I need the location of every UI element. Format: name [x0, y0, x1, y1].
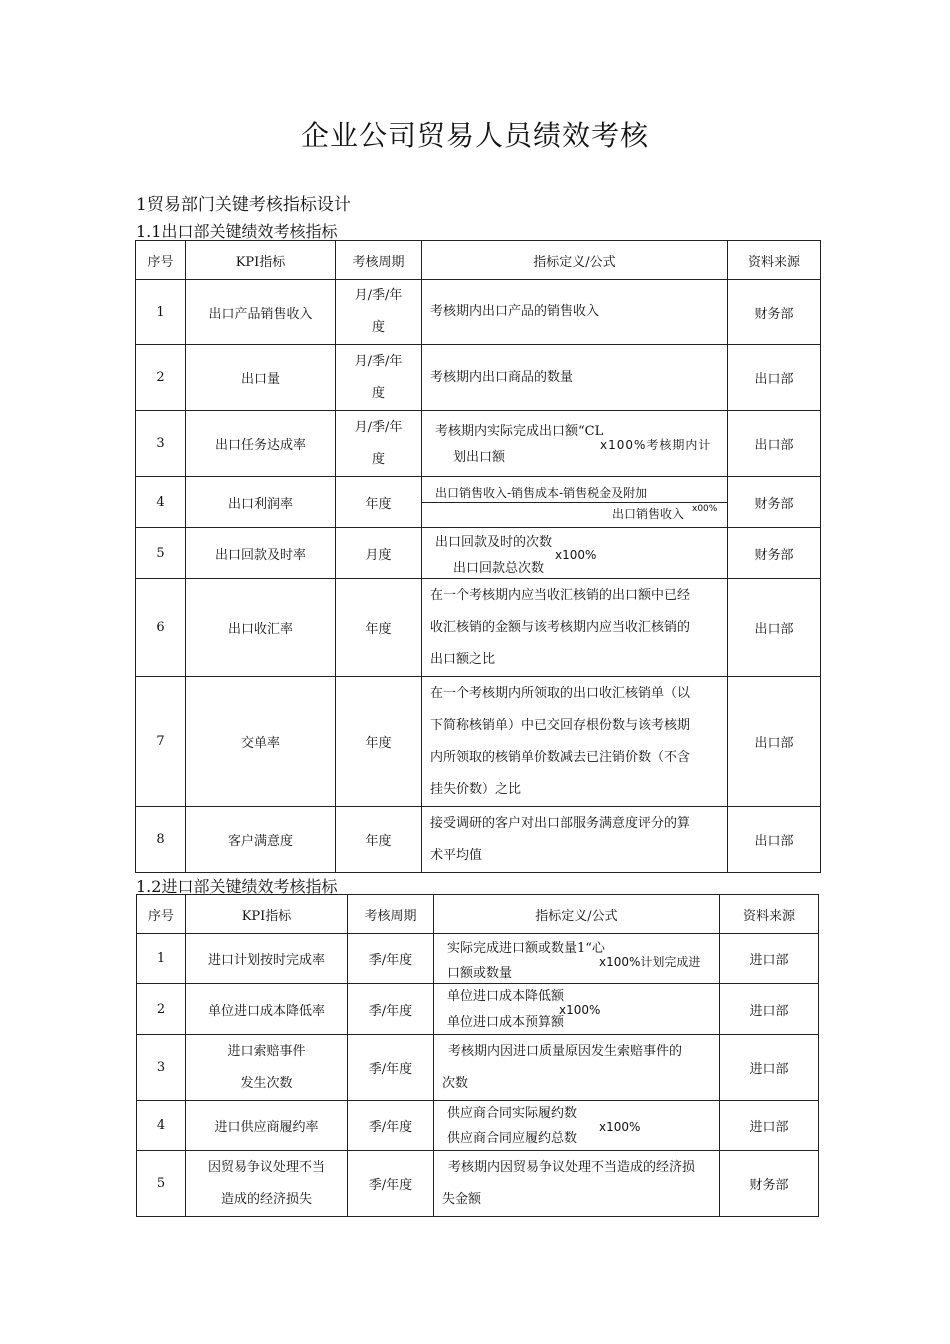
def-line: 挂失价数）之比 — [430, 781, 522, 797]
cell-def — [422, 477, 728, 528]
def-line: 考核期内因进口质量原因发生索赔事件的 — [448, 1043, 683, 1059]
col-header-kpi: KPI指标 — [186, 895, 348, 934]
cell-kpi: 出口产品销售收入 — [186, 280, 336, 345]
def-line: 内所领取的核销单价数减去已注销价数（不含 — [430, 749, 691, 765]
cell-def — [434, 1035, 720, 1101]
def-line: 接受调研的客户对出口部服务满意度评分的算 — [430, 815, 691, 831]
cell-source: 出口部 — [728, 677, 821, 807]
period-line: 度 — [371, 385, 385, 401]
cell-kpi: 出口量 — [186, 345, 336, 411]
cell-source: 财务部 — [728, 280, 821, 345]
table-header-row — [137, 895, 819, 934]
def-line: 次数 — [442, 1075, 469, 1091]
kpi-line: 进口索赔事件 — [227, 1043, 306, 1059]
cell-period — [336, 345, 422, 411]
cell-def — [434, 934, 720, 984]
export-kpi-table — [135, 240, 821, 873]
cell-def — [422, 807, 728, 873]
cell-kpi: 出口回款及时率 — [186, 528, 336, 579]
section-heading-1-1: 1.1出口部关键绩效考核指标 — [136, 222, 338, 241]
section-heading-1: 1贸易部门关键考核指标设计 — [136, 195, 351, 215]
formula-numerator: 出口回款及时的次数 — [435, 534, 553, 550]
formula-numerator: 供应商合同实际履约数 — [447, 1105, 578, 1121]
cell-kpi: 客户满意度 — [186, 807, 336, 873]
col-header-seq: 序号 — [136, 241, 186, 280]
cell-def: 考核期内出口产品的销售收入 — [422, 280, 728, 345]
col-header-def: 指标定义/公式 — [434, 895, 720, 934]
formula-denominator: 划出口额 — [453, 449, 506, 465]
cell-def — [434, 1101, 720, 1151]
formula-factor: x100%计划完成进 — [599, 954, 701, 969]
col-header-period: 考核周期 — [336, 241, 422, 280]
cell-seq: 2 — [137, 984, 186, 1035]
table-row — [136, 677, 821, 807]
cell-def — [434, 984, 720, 1035]
cell-seq: 1 — [137, 934, 186, 984]
cell-seq: 3 — [137, 1035, 186, 1101]
period-line: 度 — [371, 320, 385, 335]
formula-numerator: 出口销售收入-销售成本-销售税金及附加 — [435, 485, 648, 500]
formula-denominator: 出口回款总次数 — [453, 560, 545, 576]
cell-kpi — [186, 1035, 348, 1101]
formula-numerator: 实际完成进口额或数量1“心 — [447, 940, 605, 956]
def-line: 下简称核销单）中已交回存根份数与该考核期 — [430, 717, 691, 733]
cell-kpi: 出口收汇率 — [186, 579, 336, 677]
cell-source: 进口部 — [720, 1035, 819, 1101]
col-header-kpi: KPI指标 — [186, 241, 336, 280]
cell-period: 季/年度 — [348, 1035, 434, 1101]
cell-seq: 1 — [136, 280, 186, 345]
cell-source: 出口部 — [728, 579, 821, 677]
formula-denominator: 供应商合同应履约总数 — [447, 1130, 578, 1146]
cell-period: 年度 — [336, 677, 422, 807]
cell-period: 季/年度 — [348, 1151, 434, 1217]
cell-kpi: 单位进口成本降低率 — [186, 984, 348, 1035]
table-header-row — [136, 241, 821, 280]
cell-seq: 5 — [137, 1151, 186, 1217]
cell-kpi: 交单率 — [186, 677, 336, 807]
cell-source: 财务部 — [728, 477, 821, 528]
table-row — [136, 528, 821, 579]
formula-denominator: 单位进口成本预算额 — [447, 1014, 565, 1030]
def-line: 术平均值 — [430, 847, 483, 863]
formula-denominator: 口额或数量 — [447, 965, 513, 981]
formula-denominator: 出口销售收入 — [612, 506, 685, 521]
cell-def: 考核期内出口商品的数量 — [422, 345, 728, 411]
def-line: 收汇核销的金额与该考核期内应当收汇核销的 — [430, 619, 691, 635]
table-row — [136, 579, 821, 677]
cell-kpi: 进口计划按时完成率 — [186, 934, 348, 984]
cell-source: 出口部 — [728, 411, 821, 477]
import-kpi-table — [136, 894, 819, 1217]
cell-source: 财务部 — [720, 1151, 819, 1217]
formula-numerator: 单位进口成本降低额 — [447, 988, 565, 1004]
formula-numerator: 考核期内实际完成出口额“CL — [435, 423, 604, 439]
cell-source: 财务部 — [728, 528, 821, 579]
cell-kpi — [186, 1151, 348, 1217]
cell-source: 出口部 — [728, 345, 821, 411]
table-row — [137, 1151, 819, 1217]
period-line: 度 — [371, 451, 385, 467]
period-line: 月/季/年 — [354, 353, 403, 369]
cell-period: 年度 — [336, 477, 422, 528]
cell-period: 季/年度 — [348, 934, 434, 984]
cell-seq: 6 — [136, 579, 186, 677]
section-heading-1-2: 1.2进口部关键绩效考核指标 — [136, 877, 338, 896]
formula-factor: x100% — [599, 1119, 641, 1134]
cell-def — [422, 411, 728, 477]
cell-kpi: 进口供应商履约率 — [186, 1101, 348, 1151]
def-line: 考核期内因贸易争议处理不当造成的经济损 — [448, 1159, 696, 1175]
def-line: 在一个考核期内所领取的出口收汇核销单（以 — [430, 685, 691, 701]
def-line: 在一个考核期内应当收汇核销的出口额中已经 — [430, 587, 691, 603]
cell-seq: 2 — [136, 345, 186, 411]
col-header-source: 资料来源 — [728, 241, 821, 280]
col-header-period: 考核周期 — [348, 895, 434, 934]
cell-source: 进口部 — [720, 1101, 819, 1151]
col-header-seq: 序号 — [137, 895, 186, 934]
table-row — [137, 1035, 819, 1101]
formula-factor: x100% — [555, 547, 597, 562]
cell-period: 年度 — [336, 807, 422, 873]
cell-seq: 3 — [136, 411, 186, 477]
cell-seq: 4 — [136, 477, 186, 528]
cell-def — [422, 579, 728, 677]
cell-seq: 8 — [136, 807, 186, 873]
table-row — [136, 411, 821, 477]
fraction-line — [422, 502, 727, 503]
col-header-source: 资料来源 — [720, 895, 819, 934]
table-row — [136, 345, 821, 411]
cell-period — [336, 411, 422, 477]
table-row — [136, 280, 821, 345]
cell-period: 季/年度 — [348, 984, 434, 1035]
cell-source: 出口部 — [728, 807, 821, 873]
cell-period: 季/年度 — [348, 1101, 434, 1151]
col-header-def: 指标定义/公式 — [422, 241, 728, 280]
formula-factor: x00% — [692, 503, 718, 514]
def-line: 失金额 — [442, 1191, 482, 1207]
period-line: 月/季/年 — [354, 419, 403, 435]
period-line: 月/季/年 — [354, 288, 403, 303]
cell-def — [434, 1151, 720, 1217]
cell-seq: 4 — [137, 1101, 186, 1151]
def-line: 出口额之比 — [430, 651, 496, 667]
cell-seq: 7 — [136, 677, 186, 807]
cell-kpi: 出口利润率 — [186, 477, 336, 528]
cell-source: 进口部 — [720, 934, 819, 984]
cell-def — [422, 528, 728, 579]
kpi-line: 因贸易争议处理不当 — [207, 1159, 325, 1175]
kpi-line: 发生次数 — [240, 1075, 293, 1091]
table-row — [137, 984, 819, 1035]
table-row — [136, 807, 821, 873]
formula-factor: x100% — [559, 1002, 601, 1017]
kpi-line: 造成的经济损失 — [220, 1191, 312, 1207]
table-row — [137, 934, 819, 984]
cell-seq: 5 — [136, 528, 186, 579]
cell-def — [422, 677, 728, 807]
cell-period — [336, 280, 422, 345]
table-row — [137, 1101, 819, 1151]
cell-period: 月度 — [336, 528, 422, 579]
cell-source: 进口部 — [720, 984, 819, 1035]
page-title: 企业公司贸易人员绩效考核 — [300, 119, 649, 152]
cell-kpi: 出口任务达成率 — [186, 411, 336, 477]
table-row — [136, 477, 821, 528]
cell-period: 年度 — [336, 579, 422, 677]
formula-factor: x100%考核期内计 — [600, 437, 712, 452]
